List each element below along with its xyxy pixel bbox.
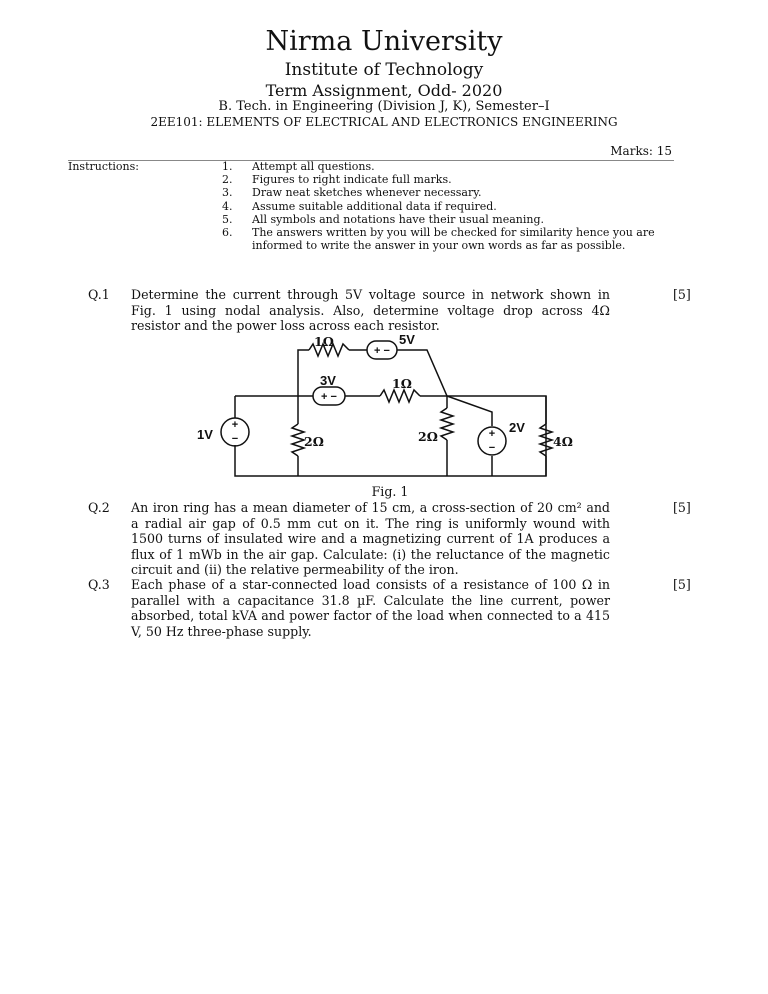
figure-caption: Fig. 1: [371, 484, 409, 499]
instruction-text: Attempt all questions.: [252, 160, 375, 173]
instruction-number: 4.: [222, 199, 233, 213]
source-1v-minus: −: [231, 433, 239, 445]
label-r-mid: 1Ω: [392, 376, 412, 391]
instruction-number: 2.: [222, 173, 233, 187]
instructions-label: Instructions:: [68, 160, 139, 173]
question-number: Q.1: [88, 287, 110, 302]
wire: [235, 350, 546, 476]
total-marks: Marks: 15: [610, 144, 672, 158]
instruction-number: 6.: [222, 226, 233, 240]
label-v-right: 2V: [509, 420, 525, 435]
label-r-top: 1Ω: [314, 334, 334, 349]
question-number: Q.3: [88, 577, 110, 592]
course-title: 2EE101: ELEMENTS OF ELECTRICAL AND ELECTRONICS ENGINEERING: [150, 115, 618, 129]
question-text: An iron ring has a mean diameter of 15 cm, a cross-section of 20 cm² and a radial air gap of 0.5 mm cut on it. The ring is uniformly wound with 1500 turns of insulated wire and a magnetizing current of 1A produces a flux of 1 mWb in the air gap. Calculate: (i) the reluctance of the magnetic circuit and (ii) the relative permeability of the iron.: [131, 500, 610, 577]
source-2v-plus: +: [488, 428, 496, 440]
question-text: Determine the current through 5V voltage source in network shown in Fig. 1 using nodal analysis. Also, determine voltage drop across 4Ω resistor and the power loss across each resistor.: [131, 287, 610, 333]
label-v-top: 5V: [399, 332, 415, 347]
source-2v-minus: −: [488, 442, 496, 454]
resistor-2ohm-center: [441, 408, 453, 440]
instruction-text: Assume suitable additional data if required.: [252, 199, 497, 213]
wire: [235, 350, 309, 396]
label-v-mid: 3V: [320, 373, 336, 388]
label-r-right: 4Ω: [553, 434, 573, 449]
resistor-2ohm-left: [292, 424, 304, 456]
label-r-center: 2Ω: [418, 429, 438, 444]
question-marks: [5]: [673, 287, 691, 302]
instruction-number: 3.: [222, 186, 233, 200]
question-text: Each phase of a star-connected load consists of a resistance of 100 Ω in parallel with a capacitance 31.8 µF. Calculate the line current, power absorbed, total kVA and power factor of the load when connected to a 415 V, 50 Hz three-phase supply.: [131, 577, 610, 639]
instruction-number: 1.: [222, 160, 233, 173]
question-marks: [5]: [673, 500, 691, 515]
term-title: Term Assignment, Odd- 2020: [265, 81, 503, 100]
university-name: Nirma University: [265, 26, 503, 57]
question-number: Q.2: [88, 500, 110, 515]
program-title: B. Tech. in Engineering (Division J, K), Semester–I: [218, 99, 550, 114]
instruction-number: 5.: [222, 212, 233, 226]
wire: [447, 396, 492, 476]
instruction-text: The answers written by you will be checked for similarity hence you are informed to write the answer in your own words as far as possible.: [252, 226, 655, 253]
source-5v-polarity: + −: [374, 345, 390, 357]
question-marks: [5]: [673, 577, 691, 592]
label-r-left: 2Ω: [304, 434, 324, 449]
institute-name: Institute of Technology: [284, 60, 484, 80]
resistor-1ohm-mid: [380, 390, 420, 402]
label-v-left: 1V: [197, 427, 213, 442]
instruction-text: Figures to right indicate full marks.: [252, 173, 452, 187]
instruction-text: Draw neat sketches whenever necessary.: [252, 186, 482, 200]
source-3v-polarity: + −: [321, 391, 337, 403]
instruction-text: All symbols and notations have their usual meaning.: [252, 212, 545, 226]
source-1v-plus: +: [231, 419, 239, 431]
